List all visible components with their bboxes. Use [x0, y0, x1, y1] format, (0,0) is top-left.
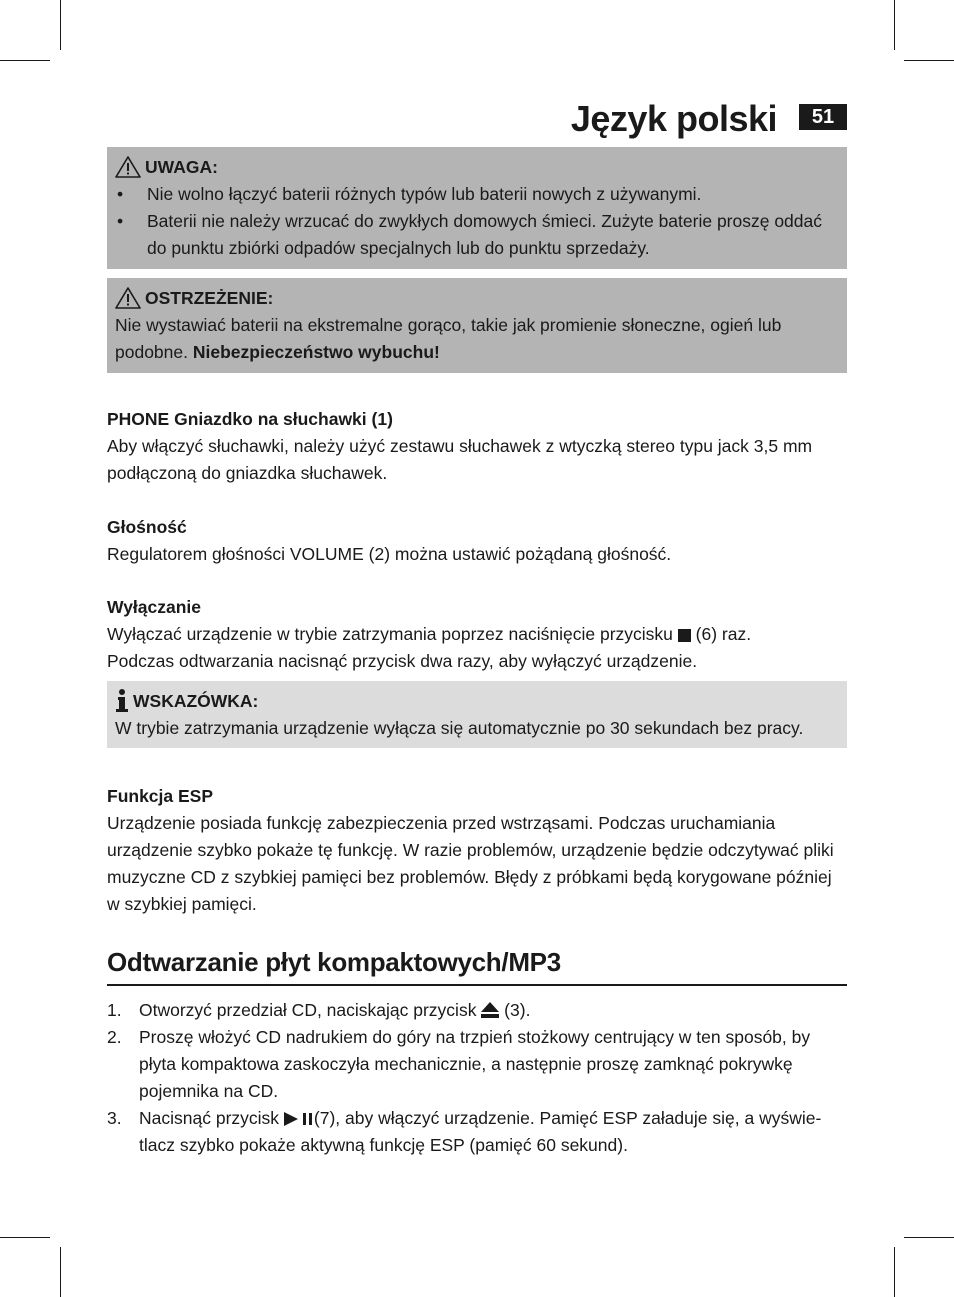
hint-text: W trybie zatrzymania urządzenie wyłącza się automatycznie po 30 sekundach bez pracy.	[115, 718, 804, 738]
section-text: Podczas odtwarzania nacisnąć przycisk dwa razy, aby wyłączyć urządzenie.	[107, 651, 698, 671]
warning-triangle-icon	[115, 287, 141, 309]
crop-mark	[894, 0, 895, 50]
list-item	[107, 1105, 847, 1159]
esp-section	[107, 783, 847, 918]
page-number: 51	[799, 104, 847, 130]
warning-body: Nie wystawiać baterii na ekstremalne gorąco, takie jak promienie słoneczne, ogień lub podobne.	[115, 315, 782, 362]
phone-section	[107, 406, 847, 487]
step-text: Nacisnąć przycisk	[139, 1108, 284, 1128]
section-heading: PHONE Gniazdko na słuchawki (1)	[107, 409, 393, 429]
crop-mark	[60, 0, 61, 50]
crop-mark	[904, 60, 954, 61]
hint-title	[115, 687, 839, 715]
warning-box	[107, 278, 847, 373]
section-text: Aby włączyć słuchawki, należy użyć zestawu słuchawek z wtyczką stereo typu jack 3,5 mm podłączoną do gniazdka słuchawek.	[107, 436, 813, 483]
bullet-icon: •	[117, 184, 124, 204]
eject-icon	[481, 1002, 499, 1018]
stop-icon	[678, 629, 691, 642]
caution-box	[107, 147, 847, 269]
crop-mark	[0, 1237, 50, 1238]
warning-emphasis: Niebezpieczeństwo wybuchu!	[192, 342, 440, 362]
section-text: Regulatorem głośności VOLUME (2) można ustawić pożądaną głośność.	[107, 544, 672, 564]
off-section	[107, 594, 847, 675]
list-item	[107, 997, 847, 1024]
info-icon	[115, 689, 129, 713]
step-text: (3).	[499, 1000, 531, 1020]
cd-heading: Odtwarzanie płyt kompaktowych/MP3	[107, 942, 847, 986]
warning-title-text: OSTRZEŻENIE:	[145, 288, 274, 308]
crop-mark	[904, 1237, 954, 1238]
step-text: Proszę włożyć CD nadrukiem do góry na trzpień stożkowy centrujący w ten sposób, by płyta kompaktowa zaskoczyła mechanicznie, a następnie proszę zamknąć pokrywkę pojemnika na CD.	[139, 1027, 811, 1101]
list-item	[115, 208, 839, 262]
warning-triangle-icon	[115, 156, 141, 178]
list-item	[107, 1024, 847, 1105]
hint-title-text: WSKAZÓWKA:	[133, 691, 259, 711]
play-pause-icon	[284, 1112, 314, 1126]
off-text-a: Wyłączać urządzenie w trybie zatrzymania poprzez naciśnięcie przycisku	[107, 624, 678, 644]
section-text	[107, 621, 847, 648]
step-number: 3.	[107, 1108, 122, 1128]
page-header	[107, 96, 847, 142]
crop-mark	[894, 1247, 895, 1297]
cd-steps	[107, 997, 847, 1159]
list-item	[115, 181, 839, 208]
caution-item-text: Baterii nie należy wrzucać do zwykłych domowych śmieci. Zużyte baterie proszę oddać do punktu zbiórki odpadów specjalnych lub do punktu sprzedaży.	[147, 211, 823, 258]
caution-list	[115, 181, 839, 262]
caution-title-text: UWAGA:	[145, 157, 218, 177]
page-title: Język polski	[570, 98, 777, 139]
off-text-b: (6) raz.	[690, 624, 752, 644]
caution-title	[115, 153, 839, 181]
section-heading: Wyłączanie	[107, 597, 202, 617]
volume-section	[107, 514, 847, 568]
crop-mark	[0, 60, 50, 61]
step-text: Otworzyć przedział CD, naciskając przycisk	[139, 1000, 482, 1020]
warning-text	[115, 312, 839, 366]
crop-mark	[60, 1247, 61, 1297]
section-text: Urządzenie posiada funkcję zabezpieczenia przed wstrząsami. Podczas uruchamiania urządzenie szybko pokaże tę funkcję. W razie problemów, urządzenie będzie odczytywać pliki muzyczne CD z szybkiej pamięci bez problemów. Błędy z próbkami będą korygowane później w szybkiej pamięci.	[107, 813, 834, 914]
caution-item-text: Nie wolno łączyć baterii różnych typów lub baterii nowych z używanymi.	[147, 184, 702, 204]
warning-title	[115, 284, 839, 312]
bullet-icon: •	[117, 211, 124, 231]
step-text: (7), aby włączyć urządzenie. Pamięć ESP załaduje się, a wyświe-tlacz szybko pokaże aktywną funkcję ESP (pamięć 60 sekund).	[139, 1108, 822, 1155]
section-heading: Głośność	[107, 517, 187, 537]
section-heading: Funkcja ESP	[107, 786, 214, 806]
hint-box	[107, 681, 847, 748]
step-number: 2.	[107, 1027, 122, 1047]
step-number: 1.	[107, 1000, 122, 1020]
